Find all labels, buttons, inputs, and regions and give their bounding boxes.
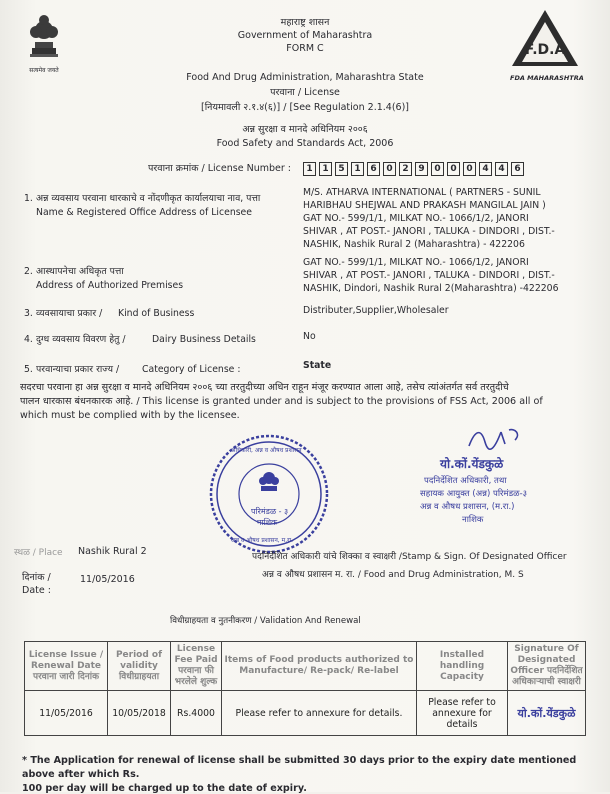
- field-5-label-en: Category of License :: [142, 364, 241, 375]
- officer-city: नाशिक: [462, 515, 484, 525]
- col-validity: Period of validity विधीग्राहयता: [108, 642, 171, 691]
- table-header-row: [25, 642, 586, 691]
- field-3-number: 3.: [24, 308, 33, 319]
- act-english: Food Safety and Standards Act, 2006: [216, 138, 394, 149]
- cell-issue-date: 11/05/2016: [25, 691, 108, 736]
- field-1-value-line: M/S. ATHARVA INTERNATIONAL ( PARTNERS - SUNIL: [303, 187, 541, 198]
- fda-logo-text: FDA MAHARASHTRA: [510, 74, 584, 82]
- field-3-value: Distributer,Supplier,Wholesaler: [303, 305, 449, 316]
- field-5-value: State: [303, 360, 332, 371]
- footer-note-line: 100 per day will be charged up to the date of expiry.: [22, 783, 307, 794]
- sign-caption: पदनिर्देशित अधिकारी यांचे शिक्का व स्वाक्षरी /Stamp & Sign. Of Designated Officer: [252, 552, 567, 562]
- svg-text:F.D.A: F.D.A: [524, 42, 566, 58]
- stamp-center-line2: नाशिक: [257, 518, 278, 527]
- statement-line: पालन धारकास बंधनकारक आहे. / This license is granted under and is subject to the provisions of FSS Act, 2006 all of: [20, 396, 543, 407]
- field-1-number: 1.: [24, 193, 33, 204]
- license-digit: 6: [367, 162, 380, 176]
- license-digit: 2: [399, 162, 412, 176]
- statement-line: सदरचा परवाना हा अन्न सुरक्षा व मानदे अधिनियम २००६ च्या तरतुदीच्या अधिन राहून मंजूर करण्यात आला आहे, तसेच त्यांअंतर्गत सर्व तरतुदीचे: [20, 382, 509, 393]
- license-digit: 6: [511, 162, 524, 176]
- stamp-center-line1: परिमंडळ - ३: [251, 507, 289, 516]
- field-3-label-mr: व्यवसायाचा प्रकार /: [36, 308, 103, 319]
- field-1-value-line: GAT NO.- 599/1/1, MILKAT NO.- 1066/1/2, JANORI: [303, 213, 529, 224]
- field-3-label-en: Kind of Business: [118, 308, 195, 319]
- field-5-label-mr: परवान्याचा प्रकार राज्य /: [36, 364, 120, 375]
- date-label-en: Date :: [22, 585, 51, 596]
- emblem-caption: सत्यमेव जयते: [29, 67, 59, 74]
- validation-title: विधीग्राहयता व नुतनीकरण / Validation And Renewal: [170, 616, 361, 626]
- cell-fee: Rs.4000: [171, 691, 222, 736]
- cell-items: Please refer to annexure for details.: [222, 691, 417, 736]
- field-5-number: 5.: [24, 364, 33, 375]
- col-capacity: Installed handling Capacity: [417, 642, 508, 691]
- field-2-value-line: GAT NO.- 599/1/1, MILKAT NO.- 1066/1/2, JANORI: [303, 257, 529, 268]
- government-title: Government of Maharashtra: [237, 30, 373, 41]
- field-2-value-line: SHIVAR , AT POST.- JANORI , TALUKA - DINDORI , DIST.-: [303, 270, 555, 281]
- cell-capacity: Please refer to annexure for details: [417, 691, 508, 736]
- place-label: स्थळ / Place: [14, 548, 63, 558]
- license-digit: 1: [319, 162, 332, 176]
- license-digit: 0: [463, 162, 476, 176]
- footer-note-line: above after which Rs.: [22, 769, 140, 780]
- license-title: परवाना / License: [270, 87, 340, 98]
- field-4-label-en: Dairy Business Details: [152, 334, 256, 345]
- state-marathi: महाराष्ट्र शासन: [280, 17, 330, 28]
- field-1-value-line: SHIVAR , AT POST.- JANORI , TALUKA - DINDORI , DIST.-: [303, 226, 555, 237]
- col-signature: Signature Of Designated Officer पदनिर्देशित अधिकाऱ्याची स्वाक्षरी: [508, 642, 586, 691]
- stamp-top-text: अधिकारी, अन्न व औषध प्रशासन: [231, 447, 302, 454]
- license-number-label: परवाना क्रमांक / License Number :: [148, 163, 291, 174]
- footer-note-line: * The Application for renewal of license shall be submitted 30 days prior to the expiry date mentioned: [22, 755, 577, 766]
- validation-table: [24, 641, 586, 736]
- col-fee: License Fee Paid परवाना फी भरलेले शुल्क: [171, 642, 222, 691]
- cell-signature: यो.कों.येंडकुळे: [508, 691, 586, 736]
- stamp-bottom-text: अन्न व औषध प्रशासन, म.रा.: [231, 537, 294, 544]
- authority-line: अन्न व औषध प्रशासन म. रा. / Food and Drug Administration, M. S: [262, 570, 524, 580]
- field-4-label-mr: दुग्ध व्यवसाय विवरण हेतु /: [36, 334, 126, 345]
- officer-designation: पदनिर्देशित अधिकारी, तथा: [424, 476, 507, 486]
- field-2-value-line: NASHIK, Dindori, Nashik Rural 2(Maharashtra) -422206: [303, 283, 559, 294]
- place-value: Nashik Rural 2: [78, 546, 147, 557]
- license-digit: 4: [495, 162, 508, 176]
- form-title: FORM C: [286, 43, 324, 54]
- field-1-label-en: Name & Registered Office Address of Licensee: [36, 207, 252, 218]
- field-1-label-mr: अन्न व्यवसाय परवाना धारकाचे व नोंदणीकृत कार्यालयाचा नाव, पत्ता: [36, 193, 261, 204]
- statement-line: which must be complied with by the licensee.: [20, 410, 240, 421]
- field-2-number: 2.: [24, 266, 33, 277]
- col-issue-date: License Issue / Renewal Date परवाना जारी दिनांक: [25, 642, 108, 691]
- officer-signature-icon: [465, 424, 525, 452]
- license-digit: 1: [303, 162, 316, 176]
- field-4-number: 4.: [24, 334, 33, 345]
- date-value: 11/05/2016: [80, 574, 135, 585]
- field-2-label-mr: आस्थापनेचा अधिकृत पत्ता: [36, 266, 124, 277]
- field-1-value-line: HARIBHAU SHEJWAL AND PRAKASH MANGILAL JAIN ): [303, 200, 546, 211]
- license-digit: 0: [383, 162, 396, 176]
- officer-office: अन्न व औषध प्रशासन, (म.रा.): [420, 502, 515, 512]
- authority-title: Food And Drug Administration, Maharashtra State: [186, 72, 424, 83]
- officer-name-stamp: यो.कों.येंडकुळे: [440, 457, 504, 471]
- license-digit: 1: [351, 162, 364, 176]
- license-digit: 0: [431, 162, 444, 176]
- table-row: [25, 691, 586, 736]
- license-digit: 0: [447, 162, 460, 176]
- official-round-stamp: [205, 432, 333, 556]
- field-1-value-line: NASHIK, Nashik Rural 2 (Maharashtra) - 422206: [303, 239, 525, 250]
- field-4-value: No: [303, 331, 316, 342]
- officer-designation2: सहायक आयुक्त (अन्न) परिमंडळ-३: [420, 489, 528, 499]
- act-marathi: अन्न सुरक्षा व मानदे अधिनियम २००६: [242, 124, 368, 135]
- regulation-ref: [नियमावली २.१.४(६)] / [See Regulation 2.1.4(6)]: [201, 102, 409, 113]
- license-digit: 9: [415, 162, 428, 176]
- license-digit: 5: [335, 162, 348, 176]
- license-number-boxes: [303, 162, 527, 176]
- date-label-mr: दिनांक /: [22, 572, 51, 583]
- license-digit: 4: [479, 162, 492, 176]
- col-items: Items of Food products authorized to Manufacture/ Re-pack/ Re-label: [222, 642, 417, 691]
- field-2-label-en: Address of Authorized Premises: [36, 280, 184, 291]
- cell-validity: 10/05/2018: [108, 691, 171, 736]
